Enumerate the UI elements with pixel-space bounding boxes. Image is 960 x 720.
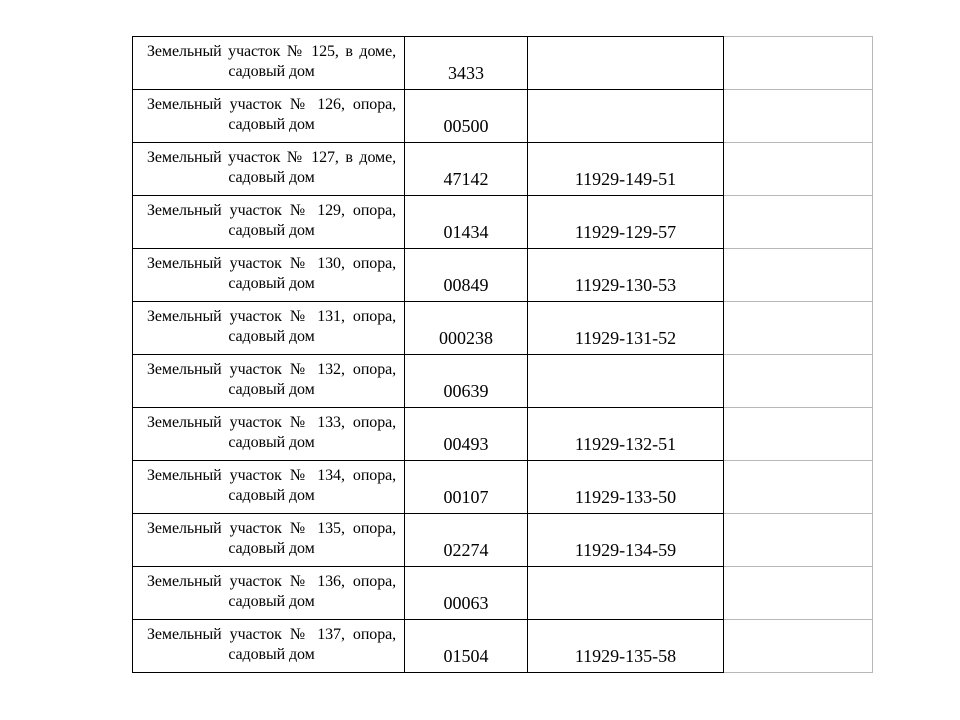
plot-code: 01434 [443, 222, 489, 242]
empty-cell [724, 514, 873, 567]
plot-name: Земельный участок № 137, опора, садовый дом [147, 626, 396, 663]
plot-code-cell [405, 196, 528, 249]
plot-name: Земельный участок № 134, опора, садовый дом [147, 467, 396, 504]
plot-code: 00639 [443, 381, 489, 401]
table-row [133, 302, 873, 355]
cadastral-number-cell [528, 355, 724, 408]
table-row [133, 620, 873, 673]
cadastral-number-cell [528, 620, 724, 673]
plot-code: 00063 [443, 593, 489, 613]
table-row [133, 355, 873, 408]
plot-name: Земельный участок № 126, опора, садовый дом [147, 96, 396, 133]
plot-code-cell [405, 567, 528, 620]
plot-name: Земельный участок № 133, опора, садовый дом [147, 414, 396, 451]
plot-code: 00493 [443, 434, 489, 454]
plot-code-cell [405, 90, 528, 143]
document-page [132, 36, 872, 673]
plot-name-cell [133, 355, 405, 408]
plot-name: Земельный участок № 136, опора, садовый дом [147, 573, 396, 610]
empty-cell [724, 302, 873, 355]
empty-cell [724, 620, 873, 673]
plot-code: 00849 [443, 275, 489, 295]
plot-name-cell [133, 37, 405, 90]
cadastral-number: 11929-133-50 [574, 487, 677, 507]
cadastral-number: 11929-135-58 [574, 646, 677, 666]
plot-code: 01504 [443, 646, 489, 666]
cadastral-number-cell [528, 37, 724, 90]
table-row [133, 461, 873, 514]
empty-cell [724, 355, 873, 408]
table-row [133, 514, 873, 567]
plot-code-cell [405, 143, 528, 196]
cadastral-number: 11929-130-53 [574, 275, 677, 295]
plot-name: Земельный участок № 135, опора, садовый дом [147, 520, 396, 557]
plot-code: 02274 [443, 540, 489, 560]
cadastral-number-cell [528, 249, 724, 302]
empty-cell [724, 567, 873, 620]
cadastral-number-cell [528, 408, 724, 461]
plot-name: Земельный участок № 125, в доме, садовый дом [147, 43, 396, 80]
table-row [133, 143, 873, 196]
plot-name: Земельный участок № 131, опора, садовый дом [147, 308, 396, 345]
plot-code: 000238 [439, 328, 493, 348]
plot-code-cell [405, 514, 528, 567]
cadastral-number-cell [528, 461, 724, 514]
plot-code: 47142 [443, 169, 489, 189]
cadastral-number-cell [528, 514, 724, 567]
empty-cell [724, 90, 873, 143]
plot-name-cell [133, 567, 405, 620]
table-row [133, 90, 873, 143]
plot-name-cell [133, 408, 405, 461]
table-row [133, 408, 873, 461]
empty-cell [724, 249, 873, 302]
table-row [133, 196, 873, 249]
plot-name-cell [133, 302, 405, 355]
land-plot-table [132, 36, 873, 673]
cadastral-number-cell [528, 567, 724, 620]
plot-code-cell [405, 408, 528, 461]
plot-code: 3433 [448, 63, 484, 83]
plot-name: Земельный участок № 129, опора, садовый дом [147, 202, 396, 239]
plot-name: Земельный участок № 130, опора, садовый дом [147, 255, 396, 292]
table-row [133, 249, 873, 302]
plot-code-cell [405, 461, 528, 514]
cadastral-number-cell [528, 90, 724, 143]
empty-cell [724, 143, 873, 196]
plot-code-cell [405, 249, 528, 302]
plot-name: Земельный участок № 132, опора, садовый дом [147, 361, 396, 398]
cadastral-number: 11929-149-51 [574, 169, 677, 189]
plot-name-cell [133, 90, 405, 143]
empty-cell [724, 196, 873, 249]
table-row [133, 567, 873, 620]
empty-cell [724, 37, 873, 90]
cadastral-number-cell [528, 196, 724, 249]
cadastral-number-cell [528, 302, 724, 355]
empty-cell [724, 408, 873, 461]
plot-code: 00500 [443, 116, 489, 136]
plot-code-cell [405, 302, 528, 355]
plot-name-cell [133, 196, 405, 249]
plot-name-cell [133, 143, 405, 196]
plot-code-cell [405, 620, 528, 673]
cadastral-number: 11929-129-57 [574, 222, 677, 242]
plot-code: 00107 [443, 487, 489, 507]
cadastral-number: 11929-134-59 [574, 540, 677, 560]
table-row [133, 37, 873, 90]
cadastral-number: 11929-131-52 [574, 328, 677, 348]
plot-name: Земельный участок № 127, в доме, садовый дом [147, 149, 396, 186]
plot-name-cell [133, 249, 405, 302]
cadastral-number-cell [528, 143, 724, 196]
empty-cell [724, 461, 873, 514]
plot-code-cell [405, 355, 528, 408]
cadastral-number: 11929-132-51 [574, 434, 677, 454]
plot-name-cell [133, 461, 405, 514]
plot-code-cell [405, 37, 528, 90]
plot-name-cell [133, 620, 405, 673]
plot-name-cell [133, 514, 405, 567]
